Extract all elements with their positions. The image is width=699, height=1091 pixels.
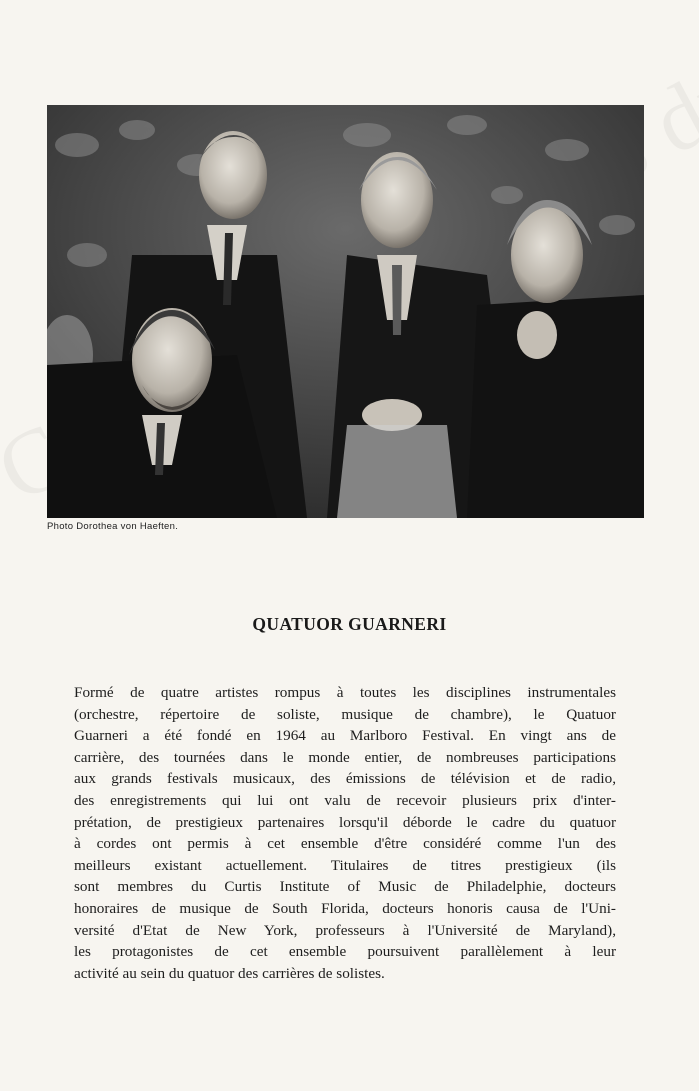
text-line: Formé de quatre artistes rompus à toutes les disciplines instrumentales [74,684,616,701]
text-line: (orchestre, répertoire de soliste, musique de chambre), le Quatuor [74,705,616,723]
text-line: prétation, de prestigieux partenaires lorsqu'il déborde le cadre du quatuor [74,813,616,831]
text-line: à cordes ont permis à cet ensemble d'être considéré comme l'un des [74,835,616,853]
text-line: Guarneri a été fondé en 1964 au Marlboro Festival. En vingt ans de [74,727,616,745]
photo-credit: Photo Dorothea von Haeften. [47,521,179,532]
text-line: meilleurs existant actuellement. Titulaires de titres prestigieux (ils [74,856,616,874]
text-line: sont membres du Curtis Institute of Music de Philadelphie, docteurs [74,878,616,896]
text-line: les protagonistes de cet ensemble poursuivent parallèlement à leur [74,943,616,961]
page-title: QUATUOR GUARNERI [252,614,447,634]
text-line: honoraires de musique de South Florida, docteurs honoris causa de l'Uni- [74,899,616,917]
text-line: activité au sein du quatuor des carrières de solistes. [74,964,385,982]
text-line: des enregistrements qui lui ont valu de recevoir plusieurs prix d'inter- [74,791,616,809]
text-line: versité d'Etat de New York, professeurs à l'Université de Maryland), [74,921,616,939]
text-line: aux grands festivals musicaux, des émissions de télévision et de radio, [74,770,616,788]
group-photo [47,105,644,518]
text-line: carrière, des tournées dans le monde entier, de nombreuses participations [74,748,616,766]
biography-paragraph [74,682,616,984]
